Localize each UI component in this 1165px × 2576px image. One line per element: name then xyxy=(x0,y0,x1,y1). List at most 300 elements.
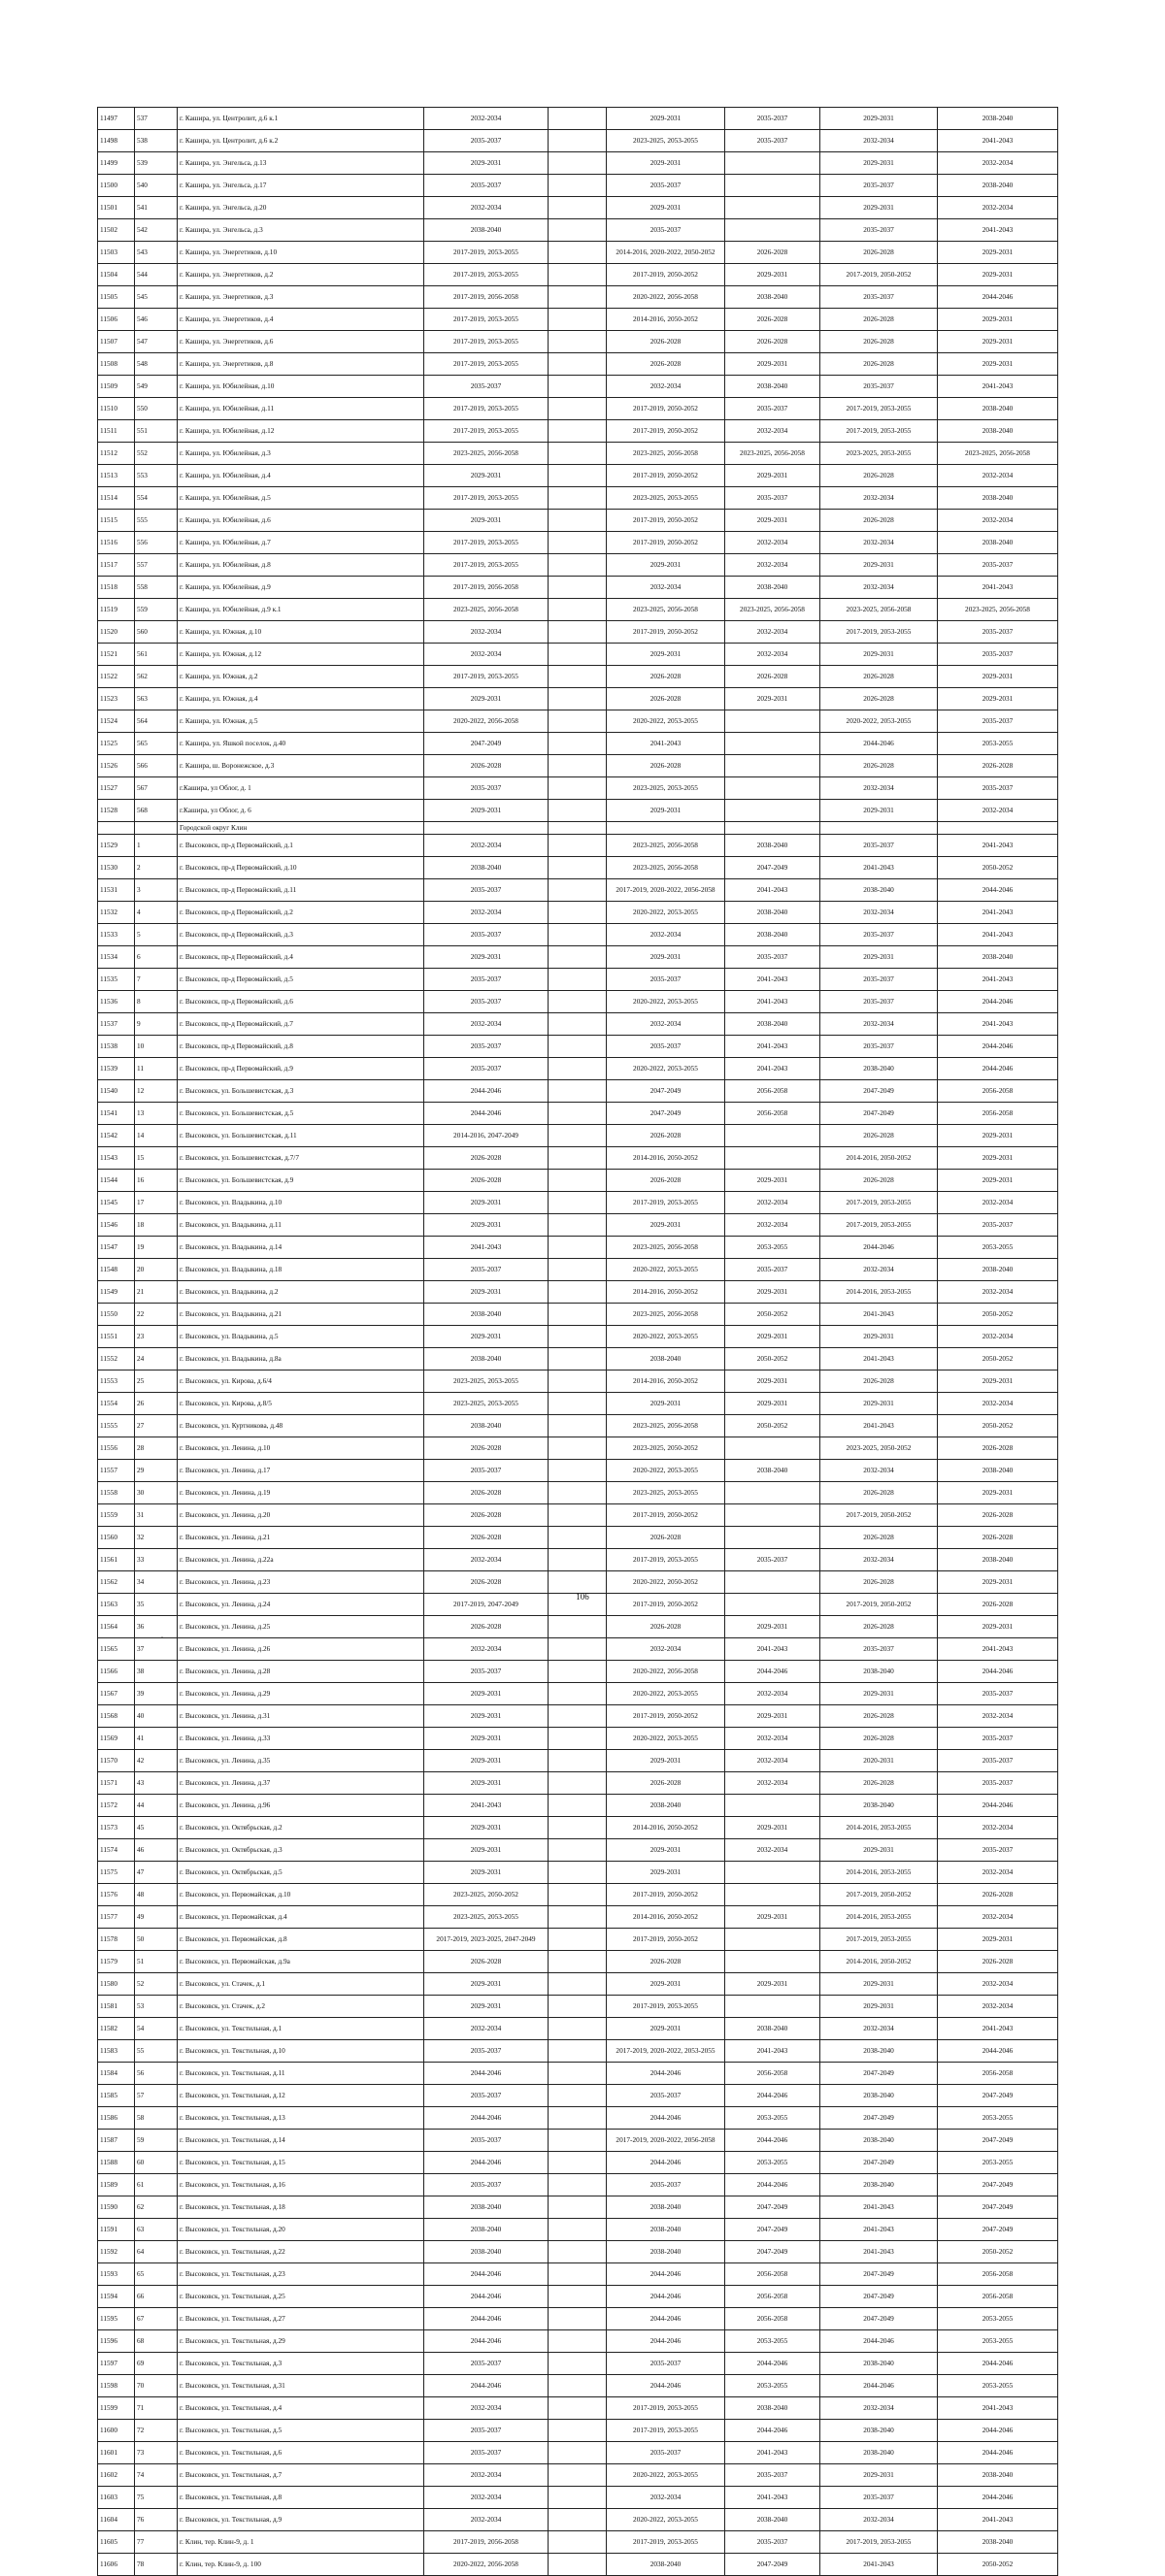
table-cell: 2029-2031 xyxy=(725,1370,820,1392)
table-cell: 11568 xyxy=(98,1704,135,1727)
table-cell xyxy=(549,2017,607,2039)
table-cell: г. Кашира, ул. Южная, д.4 xyxy=(178,688,424,710)
table-cell: г. Кашира, ул. Центролит, д.6 к.2 xyxy=(178,130,424,152)
table-cell: г. Кашира, ул. Центролит, д.6 к.1 xyxy=(178,108,424,130)
table-cell: 2014-2016, 2050-2052 xyxy=(607,1816,725,1838)
table-cell: 11508 xyxy=(98,353,135,376)
table-row xyxy=(98,599,1058,621)
table-cell: 11586 xyxy=(98,2106,135,2129)
table-cell: 2017-2019, 2020-2022, 2056-2058 xyxy=(607,878,725,901)
table-cell: 2032-2034 xyxy=(820,901,938,923)
table-cell: 2038-2040 xyxy=(938,175,1058,197)
table-cell: 2029-2031 xyxy=(424,1213,549,1236)
table-cell: 2035-2037 xyxy=(424,2419,549,2441)
table-cell: 14 xyxy=(135,1124,178,1146)
table-cell: 20 xyxy=(135,1258,178,1280)
table-cell: 2032-2034 xyxy=(938,510,1058,532)
table-cell: 2029-2031 xyxy=(725,1615,820,1637)
table-cell: 2032-2034 xyxy=(820,1258,938,1280)
table-cell: 2032-2034 xyxy=(424,1548,549,1570)
table-row xyxy=(98,175,1058,197)
table-cell: 2032-2034 xyxy=(938,1704,1058,1727)
table-cell xyxy=(549,1570,607,1593)
table-row xyxy=(98,1437,1058,1459)
table-cell: г.Кашира, ул Облог, д. 1 xyxy=(178,777,424,800)
table-cell: 70 xyxy=(135,2374,178,2396)
table-cell: 2035-2037 xyxy=(820,219,938,242)
table-cell: 2023-2025, 2056-2058 xyxy=(820,599,938,621)
table-cell: 2044-2046 xyxy=(938,2039,1058,2062)
table-cell: 2023-2025, 2056-2058 xyxy=(424,599,549,621)
table-cell: 2041-2043 xyxy=(820,2196,938,2218)
table-cell: 11513 xyxy=(98,465,135,487)
table-cell: 16 xyxy=(135,1169,178,1191)
table-cell: 11555 xyxy=(98,1414,135,1437)
table-cell: г. Высоковск, ул. Куртникова, д.48 xyxy=(178,1414,424,1437)
table-cell: 2038-2040 xyxy=(820,2419,938,2441)
table-cell: 2026-2028 xyxy=(820,688,938,710)
table-cell: 2029-2031 xyxy=(725,1280,820,1303)
table-cell xyxy=(549,197,607,219)
table-cell: 2035-2037 xyxy=(607,2352,725,2374)
table-cell: 11564 xyxy=(98,1615,135,1637)
table-cell: 2035-2037 xyxy=(424,1459,549,1481)
table-cell: 11504 xyxy=(98,264,135,286)
table-cell: 2044-2046 xyxy=(424,2307,549,2329)
table-cell xyxy=(549,621,607,644)
table-cell: 2029-2031 xyxy=(607,1213,725,1236)
table-cell: 2056-2058 xyxy=(725,2307,820,2329)
table-row xyxy=(98,1347,1058,1370)
table-cell: 2017-2019, 2053-2055 xyxy=(607,2419,725,2441)
table-cell: 2035-2037 xyxy=(725,1548,820,1570)
table-cell xyxy=(725,755,820,777)
table-cell xyxy=(725,1481,820,1503)
table-cell xyxy=(725,1794,820,1816)
table-row xyxy=(98,834,1058,856)
table-cell: 2032-2034 xyxy=(938,1392,1058,1414)
table-row xyxy=(98,1169,1058,1191)
table-cell: 2044-2046 xyxy=(607,2285,725,2307)
table-cell: 2035-2037 xyxy=(424,1660,549,1682)
table-row xyxy=(98,264,1058,286)
table-cell xyxy=(549,2196,607,2218)
table-cell: 2026-2028 xyxy=(820,1727,938,1749)
table-cell xyxy=(549,1370,607,1392)
table-cell: 2035-2037 xyxy=(424,990,549,1012)
table-cell xyxy=(549,1392,607,1414)
table-cell: 11566 xyxy=(98,1660,135,1682)
table-cell: 2041-2043 xyxy=(820,856,938,878)
table-cell: 2044-2046 xyxy=(938,2352,1058,2374)
table-cell: 61 xyxy=(135,2173,178,2196)
table-cell: 2020-2022, 2053-2055 xyxy=(607,1057,725,1079)
table-cell: 2035-2037 xyxy=(820,923,938,945)
table-cell: 539 xyxy=(135,152,178,175)
table-cell: 2032-2034 xyxy=(725,1682,820,1704)
table-cell: 2026-2028 xyxy=(607,1526,725,1548)
table-cell: г. Кашира, ул. Юбилейная, д.3 xyxy=(178,443,424,465)
table-cell: 2026-2028 xyxy=(424,1615,549,1637)
table-cell: 2032-2034 xyxy=(424,901,549,923)
table-cell: 2038-2040 xyxy=(607,2218,725,2240)
table-cell: 2029-2031 xyxy=(820,945,938,968)
table-cell xyxy=(725,219,820,242)
table-cell: 2032-2034 xyxy=(725,1213,820,1236)
table-cell: 2026-2028 xyxy=(725,331,820,353)
table-cell xyxy=(549,1972,607,1995)
table-cell: 2026-2028 xyxy=(820,465,938,487)
table-cell: 2032-2034 xyxy=(424,1012,549,1035)
table-cell: 2026-2028 xyxy=(938,1883,1058,1905)
table-cell: 2056-2058 xyxy=(938,1102,1058,1124)
table-cell: г. Кашира, ул. Энгельса, д.17 xyxy=(178,175,424,197)
table-cell: 2032-2034 xyxy=(938,1816,1058,1838)
table-cell: 2032-2034 xyxy=(938,1995,1058,2017)
table-cell: 4 xyxy=(135,901,178,923)
table-cell: 49 xyxy=(135,1905,178,1928)
table-cell: 2038-2040 xyxy=(938,945,1058,968)
table-cell: 2053-2055 xyxy=(725,2374,820,2396)
table-cell: 2047-2049 xyxy=(820,2285,938,2307)
table-cell: 2023-2025, 2050-2052 xyxy=(424,1883,549,1905)
table-cell: 2023-2025, 2056-2058 xyxy=(607,1303,725,1325)
table-cell: 2044-2046 xyxy=(938,1035,1058,1057)
table-row xyxy=(98,532,1058,554)
table-cell xyxy=(725,1995,820,2017)
table-cell: 2044-2046 xyxy=(820,733,938,755)
table-cell: 2029-2031 xyxy=(938,1124,1058,1146)
table-cell: г. Высоковск, ул. Текстильная, д.15 xyxy=(178,2151,424,2173)
table-cell: 2017-2019, 2050-2052 xyxy=(607,532,725,554)
table-cell: 2050-2052 xyxy=(725,1414,820,1437)
table-cell: 11529 xyxy=(98,834,135,856)
table-cell: 11545 xyxy=(98,1191,135,1213)
table-cell: 2047-2049 xyxy=(725,2218,820,2240)
table-cell: 2029-2031 xyxy=(424,465,549,487)
table-cell: 55 xyxy=(135,2039,178,2062)
table-cell: 2035-2037 xyxy=(424,968,549,990)
table-row xyxy=(98,152,1058,175)
table-cell: 2044-2046 xyxy=(938,1794,1058,1816)
table-cell: 2023-2025, 2056-2058 xyxy=(607,856,725,878)
table-cell: 2017-2019, 2053-2055 xyxy=(424,309,549,331)
table-cell: г. Высоковск, ул. Ленина, д.20 xyxy=(178,1503,424,1526)
table-cell: 2020-2022, 2053-2055 xyxy=(607,1459,725,1481)
table-cell: г.Кашира, ул Облог, д. 6 xyxy=(178,800,424,822)
table-cell: г. Высоковск, ул. Ленина, д.24 xyxy=(178,1593,424,1615)
table-cell: 2038-2040 xyxy=(424,1303,549,1325)
table-cell: 2035-2037 xyxy=(938,710,1058,733)
table-cell: 2032-2034 xyxy=(938,1972,1058,1995)
table-cell xyxy=(725,1146,820,1169)
table-cell xyxy=(549,577,607,599)
table-cell xyxy=(549,777,607,800)
table-cell: 2029-2031 xyxy=(820,2463,938,2486)
table-cell: 2038-2040 xyxy=(938,1459,1058,1481)
table-cell: 543 xyxy=(135,242,178,264)
table-cell: 2026-2028 xyxy=(607,353,725,376)
table-cell xyxy=(549,152,607,175)
table-cell: 41 xyxy=(135,1727,178,1749)
table-cell: 11546 xyxy=(98,1213,135,1236)
table-cell: 11580 xyxy=(98,1972,135,1995)
table-cell: 36 xyxy=(135,1615,178,1637)
table-cell xyxy=(549,264,607,286)
table-cell xyxy=(549,1905,607,1928)
table-cell: 2041-2043 xyxy=(820,2553,938,2575)
table-cell: 5 xyxy=(135,923,178,945)
table-cell: 2026-2028 xyxy=(725,242,820,264)
table-cell: г. Высоковск, ул. Большевистская, д.7/7 xyxy=(178,1146,424,1169)
table-cell: 547 xyxy=(135,331,178,353)
table-cell: 2029-2031 xyxy=(820,152,938,175)
table-cell: 11537 xyxy=(98,1012,135,1035)
table-cell: 2032-2034 xyxy=(424,197,549,219)
table-cell: 2017-2019, 2056-2058 xyxy=(424,286,549,309)
table-cell xyxy=(549,2262,607,2285)
table-cell: 2044-2046 xyxy=(938,2441,1058,2463)
table-cell: Городской округ Клин xyxy=(178,822,424,835)
table-cell xyxy=(549,856,607,878)
table-cell: г. Клин, тер. Клин-9, д. 100 xyxy=(178,2553,424,2575)
table-cell: 2026-2028 xyxy=(938,1437,1058,1459)
table-cell: 75 xyxy=(135,2486,178,2508)
table-cell: 11585 xyxy=(98,2084,135,2106)
table-cell xyxy=(549,1347,607,1370)
table-cell: 2050-2052 xyxy=(725,1347,820,1370)
table-row xyxy=(98,1950,1058,1972)
table-row xyxy=(98,1012,1058,1035)
table-cell xyxy=(549,1414,607,1437)
table-cell: 2044-2046 xyxy=(725,2352,820,2374)
table-cell xyxy=(549,286,607,309)
table-cell: 11569 xyxy=(98,1727,135,1749)
table-cell: г. Высоковск, ул. Ленина, д.28 xyxy=(178,1660,424,1682)
table-cell: 11500 xyxy=(98,175,135,197)
table-cell: 2017-2019, 2050-2052 xyxy=(607,621,725,644)
table-cell: 2023-2025, 2053-2055 xyxy=(424,1392,549,1414)
table-row xyxy=(98,353,1058,376)
table-row xyxy=(98,688,1058,710)
table-cell: 11602 xyxy=(98,2463,135,2486)
table-cell: 544 xyxy=(135,264,178,286)
table-cell: 2044-2046 xyxy=(607,2262,725,2285)
table-cell: 2035-2037 xyxy=(725,130,820,152)
table-cell: 2035-2037 xyxy=(424,376,549,398)
table-cell xyxy=(135,822,178,835)
table-cell: 564 xyxy=(135,710,178,733)
table-cell: 2029-2031 xyxy=(424,1749,549,1771)
table-cell: 11579 xyxy=(98,1950,135,1972)
table-cell: 11572 xyxy=(98,1794,135,1816)
table-cell: 2017-2019, 2053-2055 xyxy=(424,398,549,420)
table-cell: 2014-2016, 2053-2055 xyxy=(820,1905,938,1928)
table-cell: 2032-2034 xyxy=(424,2486,549,2508)
table-cell: 11502 xyxy=(98,219,135,242)
table-cell: г. Высоковск, ул. Владыкина, д.8а xyxy=(178,1347,424,1370)
table-cell: 2026-2028 xyxy=(938,1503,1058,1526)
table-cell: 11587 xyxy=(98,2129,135,2151)
table-cell: 59 xyxy=(135,2129,178,2151)
table-cell: 2041-2043 xyxy=(938,968,1058,990)
table-cell xyxy=(549,1526,607,1548)
table-cell: 2050-2052 xyxy=(938,1414,1058,1437)
table-cell: 565 xyxy=(135,733,178,755)
table-cell: 2038-2040 xyxy=(820,1057,938,1079)
table-cell: 64 xyxy=(135,2240,178,2262)
table-cell: 2032-2034 xyxy=(938,152,1058,175)
table-cell: 2041-2043 xyxy=(938,376,1058,398)
table-cell: 2029-2031 xyxy=(424,1727,549,1749)
table-cell: 2053-2055 xyxy=(938,1236,1058,1258)
table-cell: 10 xyxy=(135,1035,178,1057)
table-cell: 2032-2034 xyxy=(725,1191,820,1213)
table-cell: 2029-2031 xyxy=(424,1704,549,1727)
table-cell: 2053-2055 xyxy=(938,2151,1058,2173)
table-cell: 2041-2043 xyxy=(820,1303,938,1325)
table-cell: 2023-2025, 2056-2058 xyxy=(938,599,1058,621)
table-cell: 2029-2031 xyxy=(424,1861,549,1883)
table-cell: 2032-2034 xyxy=(725,621,820,644)
table-cell: 2023-2025, 2053-2055 xyxy=(607,487,725,510)
table-cell: 2038-2040 xyxy=(424,2240,549,2262)
table-cell: 2032-2034 xyxy=(820,532,938,554)
table-cell: 2041-2043 xyxy=(725,968,820,990)
table-cell xyxy=(549,1012,607,1035)
table-cell xyxy=(607,822,725,835)
table-cell: 2038-2040 xyxy=(424,2196,549,2218)
table-cell: 2032-2034 xyxy=(725,554,820,577)
table-cell: г. Кашира, ул. Юбилейная, д.6 xyxy=(178,510,424,532)
table-cell: 2056-2058 xyxy=(938,2262,1058,2285)
table-cell: 2035-2037 xyxy=(938,621,1058,644)
table-cell: 2029-2031 xyxy=(820,1392,938,1414)
table-cell: 2038-2040 xyxy=(725,2508,820,2530)
table-cell: 2014-2016, 2050-2052 xyxy=(820,1950,938,1972)
table-cell: 2026-2028 xyxy=(424,1437,549,1459)
repair-schedule-table xyxy=(97,107,1058,2576)
table-cell: 2035-2037 xyxy=(424,2352,549,2374)
table-row xyxy=(98,2151,1058,2173)
table-row xyxy=(98,1660,1058,1682)
table-cell: 2023-2025, 2056-2058 xyxy=(725,599,820,621)
table-cell: 2026-2028 xyxy=(820,309,938,331)
table-cell: 2050-2052 xyxy=(938,2553,1058,2575)
table-cell: 2035-2037 xyxy=(938,1749,1058,1771)
table-cell: 11574 xyxy=(98,1838,135,1861)
table-cell: 11501 xyxy=(98,197,135,219)
table-cell: 2029-2031 xyxy=(424,1771,549,1794)
table-cell: 2041-2043 xyxy=(938,1637,1058,1660)
table-cell: 11534 xyxy=(98,945,135,968)
table-cell: 2020-2022, 2053-2055 xyxy=(607,1727,725,1749)
table-cell: 54 xyxy=(135,2017,178,2039)
table-cell: 2035-2037 xyxy=(424,923,549,945)
table-row xyxy=(98,822,1058,835)
table-cell: 11599 xyxy=(98,2396,135,2419)
table-cell: 11498 xyxy=(98,130,135,152)
table-cell: 11518 xyxy=(98,577,135,599)
table-cell: 17 xyxy=(135,1191,178,1213)
table-cell: 2041-2043 xyxy=(607,733,725,755)
table-cell: г. Кашира, ул. Энергетиков, д.8 xyxy=(178,353,424,376)
table-cell xyxy=(549,1548,607,1570)
table-cell: 38 xyxy=(135,1660,178,1682)
table-row xyxy=(98,710,1058,733)
table-cell xyxy=(549,108,607,130)
table-cell: 558 xyxy=(135,577,178,599)
table-cell: 11606 xyxy=(98,2553,135,2575)
table-cell: 43 xyxy=(135,1771,178,1794)
table-cell: 2035-2037 xyxy=(820,2486,938,2508)
table-cell: 537 xyxy=(135,108,178,130)
table-cell: 2029-2031 xyxy=(725,1392,820,1414)
table-cell: 11596 xyxy=(98,2329,135,2352)
table-cell: 2032-2034 xyxy=(607,577,725,599)
table-cell: 2023-2025, 2053-2055 xyxy=(607,130,725,152)
table-cell: г. Высоковск, ул. Большевистская, д.11 xyxy=(178,1124,424,1146)
table-cell: 2026-2028 xyxy=(938,1593,1058,1615)
table-cell: 2032-2034 xyxy=(607,1637,725,1660)
table-cell: 62 xyxy=(135,2196,178,2218)
table-cell: 2038-2040 xyxy=(938,398,1058,420)
table-cell: 2029-2031 xyxy=(424,1682,549,1704)
table-cell: г. Высоковск, ул. Текстильная, д.10 xyxy=(178,2039,424,2062)
table-cell xyxy=(549,2352,607,2374)
table-cell: 2053-2055 xyxy=(938,733,1058,755)
table-cell: 2026-2028 xyxy=(938,1526,1058,1548)
table-row xyxy=(98,1079,1058,1102)
table-cell: 2032-2034 xyxy=(820,577,938,599)
table-cell: 2044-2046 xyxy=(725,2419,820,2441)
table-cell: 2032-2034 xyxy=(820,487,938,510)
table-cell: 2032-2034 xyxy=(938,1861,1058,1883)
table-cell: 68 xyxy=(135,2329,178,2352)
table-cell: 2047-2049 xyxy=(725,2196,820,2218)
table-cell: 11589 xyxy=(98,2173,135,2196)
table-cell: 2047-2049 xyxy=(820,2106,938,2129)
table-cell: 2032-2034 xyxy=(607,1012,725,1035)
table-row xyxy=(98,644,1058,666)
table-cell: 2035-2037 xyxy=(424,1057,549,1079)
table-cell: 57 xyxy=(135,2084,178,2106)
table-cell: 2044-2046 xyxy=(607,2062,725,2084)
table-cell: 2044-2046 xyxy=(938,1057,1058,1079)
table-cell: 2041-2043 xyxy=(938,923,1058,945)
table-cell: 2038-2040 xyxy=(938,532,1058,554)
table-cell: 2044-2046 xyxy=(938,990,1058,1012)
table-cell xyxy=(725,1861,820,1883)
table-cell xyxy=(549,1280,607,1303)
table-cell: 37 xyxy=(135,1637,178,1660)
table-cell: 2023-2025, 2053-2055 xyxy=(607,777,725,800)
table-cell: г. Высоковск, ул. Владыкина, д.14 xyxy=(178,1236,424,1258)
table-cell: 2029-2031 xyxy=(607,1392,725,1414)
table-row xyxy=(98,800,1058,822)
table-cell: 45 xyxy=(135,1816,178,1838)
table-cell: 2038-2040 xyxy=(820,2084,938,2106)
table-cell: 2032-2034 xyxy=(424,1637,549,1660)
table-cell: 11515 xyxy=(98,510,135,532)
table-cell: г. Высоковск, ул. Владыкина, д.5 xyxy=(178,1325,424,1347)
table-cell: г. Клин, тер. Клин-9, д. 1 xyxy=(178,2530,424,2553)
table-cell: 77 xyxy=(135,2530,178,2553)
table-cell: 2020-2022, 2056-2058 xyxy=(424,710,549,733)
table-cell: 3 xyxy=(135,878,178,901)
table-cell: 2047-2049 xyxy=(424,733,549,755)
table-cell: 2038-2040 xyxy=(725,1459,820,1481)
